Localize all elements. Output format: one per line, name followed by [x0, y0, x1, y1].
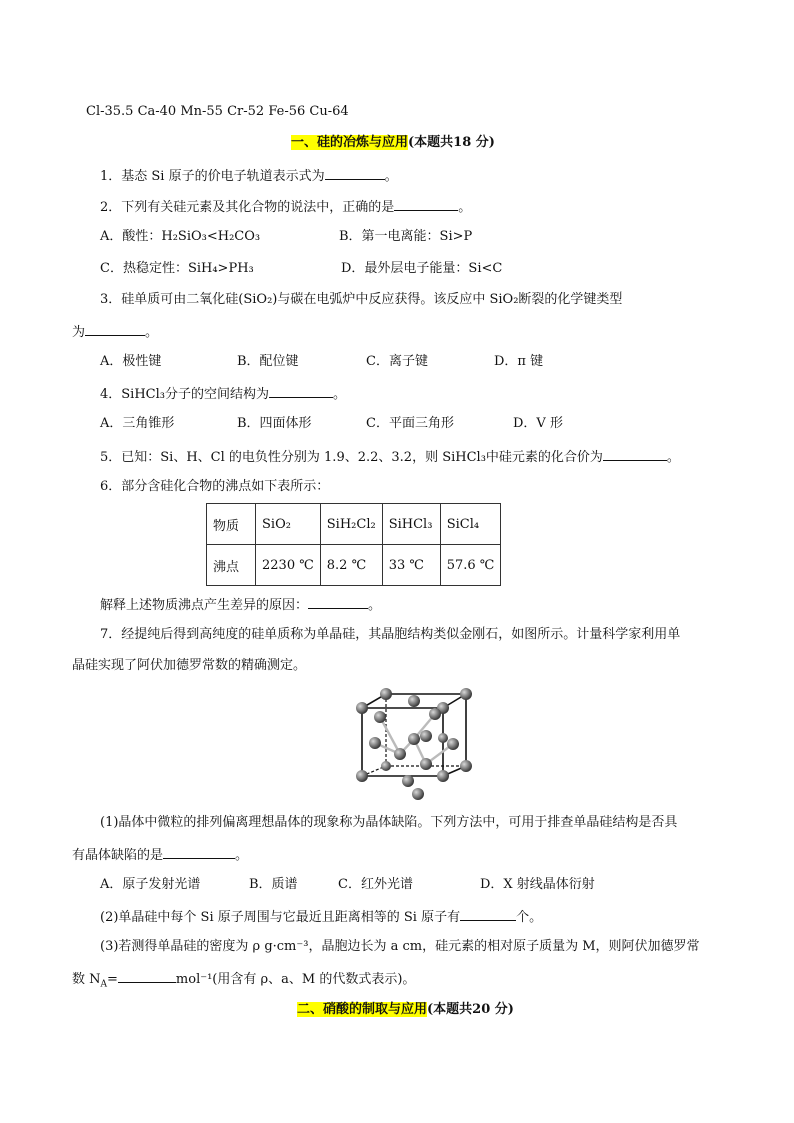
section2-heading [297, 1001, 514, 1019]
q3-option-a[interactable]: A．极性键 [100, 354, 162, 369]
q2 [100, 197, 471, 217]
table-cell: SiO₂ [256, 504, 321, 545]
q3-answer-blank[interactable] [85, 322, 145, 336]
q4-option-a[interactable]: A．三角锥形 [100, 416, 175, 431]
q4-option-c[interactable]: C．平面三角形 [366, 416, 454, 431]
q3-text2: 为 [72, 325, 86, 340]
q7-part1-end: 。 [235, 848, 249, 863]
q7-part3-sub: A [100, 979, 108, 990]
q2-option-b[interactable]: B．第一电离能：Si>P [339, 229, 473, 244]
q6-explain-text: 解释上述物质沸点产生差异的原因： [100, 598, 309, 613]
q7-part2 [100, 907, 542, 927]
q7-option-a[interactable]: A．原子发射光谱 [100, 877, 201, 892]
section1-points: (本题共18 分) [408, 135, 495, 150]
table-cell: SiH₂Cl₂ [320, 504, 382, 545]
table-cell: 33 ℃ [382, 545, 440, 586]
table-cell: SiHCl₃ [382, 504, 440, 545]
q7-part3-answer-blank[interactable] [118, 969, 176, 983]
q3-option-c[interactable]: C．离子键 [366, 354, 428, 369]
q7-option-c[interactable]: C．红外光谱 [338, 877, 413, 892]
table-cell: 57.6 ℃ [440, 545, 501, 586]
q2-answer-blank[interactable] [394, 197, 458, 211]
q1-end: 。 [384, 169, 398, 184]
q7-option-b[interactable]: B．质谱 [249, 877, 298, 892]
q7-part1-answer-blank[interactable] [163, 845, 235, 859]
q7-text2: 晶硅实现了阿伏加德罗常数的精确测定。 [72, 658, 307, 673]
table-row [207, 504, 501, 545]
q2-end: 。 [458, 200, 472, 215]
q4-option-d[interactable]: D．V 形 [513, 416, 563, 431]
table-cell: 2230 ℃ [256, 545, 321, 586]
section2-points: (本题共20 分) [427, 1002, 514, 1017]
q7-text: 7．经提纯后得到高纯度的硅单质称为单晶硅，其晶胞结构类似金刚石，如图所示。计量科学家利用单 [100, 627, 681, 642]
q7-part1-line2 [72, 845, 248, 865]
q2-option-d[interactable]: D．最外层电子能量：Si<C [341, 261, 503, 276]
q2-option-c[interactable]: C．热稳定性：SiH₄>PH₃ [100, 261, 254, 276]
q3-option-d[interactable]: D．π 键 [494, 354, 544, 369]
q2-option-a[interactable]: A．酸性：H₂SiO₃<H₂CO₃ [100, 229, 261, 244]
table-cell: SiCl₄ [440, 504, 501, 545]
q5-text: 5．已知：Si、H、Cl 的电负性分别为 1.9、2.2、3.2，则 SiHCl₃中硅元素的化合价为 [100, 450, 603, 465]
q6-end: 。 [368, 598, 382, 613]
q7-option-d[interactable]: D．X 射线晶体衍射 [480, 877, 595, 892]
q7-part3-pre: 数 N [72, 972, 101, 987]
boiling-point-table [206, 503, 501, 586]
silicon-unit-cell-diagram [348, 686, 488, 804]
q7-part2-end: 个。 [516, 910, 543, 925]
q2-text: 2．下列有关硅元素及其化合物的说法中，正确的是 [100, 200, 395, 215]
table-cell: 8.2 ℃ [320, 545, 382, 586]
section1-title: 一、硅的冶炼与应用 [291, 135, 409, 150]
q4-end: 。 [333, 387, 347, 402]
q7-part3-line1: (3)若测得单晶硅的密度为 ρ g·cm⁻³，晶胞边长为 a cm，硅元素的相对原子质量为 M，则阿伏加德罗常 [100, 939, 700, 954]
q5-end: 。 [666, 450, 680, 465]
table-header-cell: 沸点 [207, 545, 256, 586]
q7-part3-eq: = [107, 972, 118, 987]
q3-end: 。 [145, 325, 159, 340]
q7-part2-text: (2)单晶硅中每个 Si 原子周围与它最近且距离相等的 Si 原子有 [100, 910, 461, 925]
q5 [100, 447, 680, 467]
q5-answer-blank[interactable] [603, 447, 667, 461]
q3-text: 3．硅单质可由二氧化硅(SiO₂)与碳在电弧炉中反应获得。该反应中 SiO₂断裂的化学键类型 [100, 292, 623, 307]
q6-answer-blank[interactable] [308, 595, 368, 609]
q1-answer-blank[interactable] [325, 166, 385, 180]
q4-answer-blank[interactable] [269, 384, 333, 398]
table-row [207, 545, 501, 586]
q6-explain [100, 595, 381, 615]
q7-part1-text: 有晶体缺陷的是 [72, 848, 164, 863]
q7-part3-post: mol⁻¹(用含有 ρ、a、M 的代数式表示)。 [175, 972, 416, 987]
q4-option-b[interactable]: B．四面体形 [237, 416, 312, 431]
q7-part2-answer-blank[interactable] [460, 907, 516, 921]
q7-part3-line2 [72, 969, 415, 994]
table-header-cell: 物质 [207, 504, 256, 545]
section2-title: 二、硝酸的制取与应用 [297, 1002, 428, 1017]
q4 [100, 384, 346, 404]
q3-option-b[interactable]: B．配位键 [237, 354, 299, 369]
q1-text: 1．基态 Si 原子的价电子轨道表示式为 [100, 169, 325, 184]
q6-text: 6．部分含硅化合物的沸点如下表所示： [100, 479, 330, 494]
q7-part1-line1: (1)晶体中微粒的排列偏离理想晶体的现象称为晶体缺陷。下列方法中，可用于排查单晶硅结构是否具 [100, 815, 678, 830]
q4-text: 4．SiHCl₃分子的空间结构为 [100, 387, 269, 402]
q1 [100, 166, 398, 186]
atomic-masses: Cl-35.5 Ca-40 Mn-55 Cr-52 Fe-56 Cu-64 [86, 104, 349, 119]
q3-line2 [72, 322, 158, 342]
section1-heading [291, 134, 495, 152]
